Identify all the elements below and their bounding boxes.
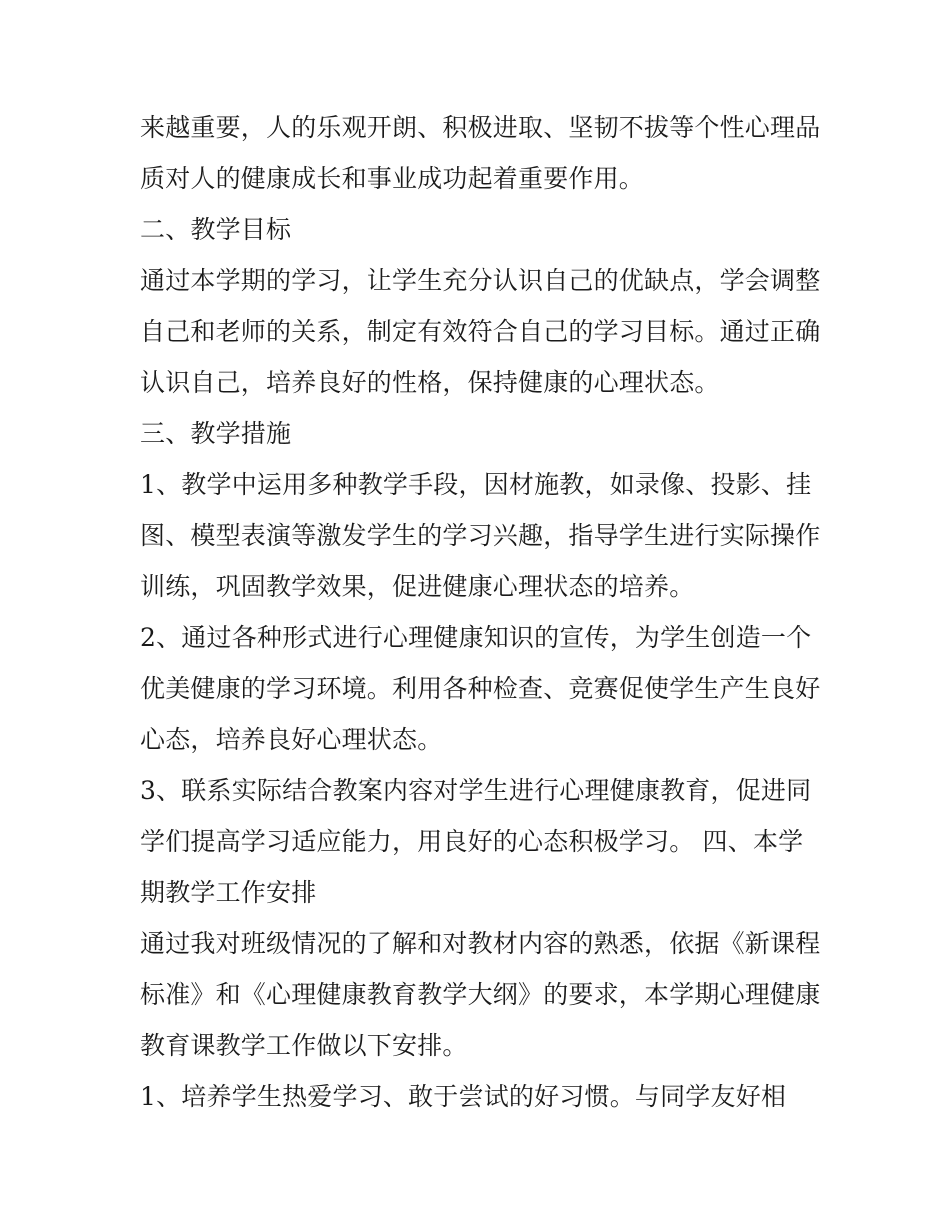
text-line: 标准》和《心理健康教育教学大纲》的要求，本学期心理健康 [140,980,821,1009]
text-line: 期教学工作安排 [140,878,317,907]
text-line: 1、教学中运用多种教学手段，因材施教，如录像、投影、挂 [140,470,812,499]
text-line: 训练，巩固教学效果，促进健康心理状态的培养。 [140,572,695,601]
text-line: 来越重要，人的乐观开朗、积极进取、坚韧不拔等个性心理品 [140,113,821,142]
text-line: 自己和老师的关系，制定有效符合自己的学习目标。通过正确 [140,317,821,346]
text-line: 图、模型表演等激发学生的学习兴趣，指导学生进行实际操作 [140,521,821,550]
text-line: 优美健康的学习环境。利用各种检查、竞赛促使学生产生良好 [140,674,821,703]
text-line: 3、联系实际结合教案内容对学生进行心理健康教育，促进同 [140,776,812,805]
text-line: 心态，培养良好心理状态。 [140,725,443,754]
text-line: 通过我对班级情况的了解和对教材内容的熟悉，依据《新课程 [140,929,821,958]
section-heading-measures: 三、教学措施 [140,419,292,448]
text-line: 教育课教学工作做以下安排。 [140,1031,468,1060]
section-heading-goals: 二、教学目标 [140,215,292,244]
text-line: 通过本学期的学习，让学生充分认识自己的优缺点，学会调整 [140,266,821,295]
text-line: 认识自己，培养良好的性格，保持健康的心理状态。 [140,368,720,397]
text-line: 质对人的健康成长和事业成功起着重要作用。 [140,164,645,193]
text-line: 1、培养学生热爱学习、敢于尝试的好习惯。与同学友好相 [140,1082,787,1111]
text-line: 2、通过各种形式进行心理健康知识的宣传，为学生创造一个 [140,623,812,652]
text-line: 学们提高学习适应能力，用良好的心态积极学习。 四、本学 [140,827,804,856]
